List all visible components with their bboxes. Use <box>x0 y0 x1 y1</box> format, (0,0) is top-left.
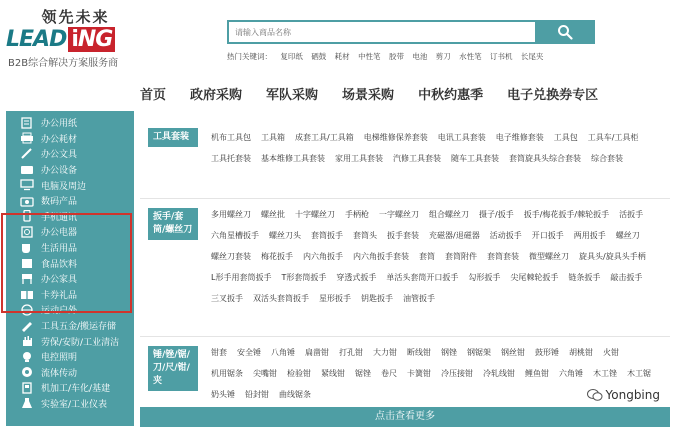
category-label[interactable]: 工具套装 <box>148 128 198 147</box>
watermark <box>584 387 663 403</box>
watermark-text: Yongbing <box>605 388 660 402</box>
nav-mid-autumn[interactable]: 中秋约惠季 <box>418 88 484 103</box>
hot-keyword[interactable]: 复印纸 <box>280 52 303 61</box>
category-link[interactable]: 胡桃钳 <box>569 348 593 357</box>
category-link[interactable]: 鼓形锤 <box>535 348 559 357</box>
category-link[interactable]: 手柄枪 <box>345 210 369 219</box>
category-link[interactable]: 多用螺丝刀 <box>211 210 251 219</box>
category-link[interactable]: 双活头套筒扳手 <box>253 294 309 303</box>
logo-en-left: LEAD <box>6 26 67 52</box>
hot-keyword[interactable]: 电池 <box>412 52 428 61</box>
category-link[interactable]: 螺丝批 <box>261 210 285 219</box>
category-link[interactable]: 奶头锤 <box>211 390 235 399</box>
category-link[interactable]: 充磁器/退磁器 <box>429 231 480 240</box>
sidebar-item[interactable] <box>6 193 134 209</box>
hot-keyword[interactable]: 中性笔 <box>358 52 381 61</box>
sidebar-item[interactable] <box>6 302 134 318</box>
category-link[interactable]: 螺丝刀套装 <box>211 252 251 261</box>
category-link[interactable]: 勾形扳手 <box>468 273 501 282</box>
category-link[interactable]: 随车工具套装 <box>451 154 499 163</box>
sidebar-item[interactable] <box>6 131 134 147</box>
sidebar-item[interactable] <box>6 333 134 349</box>
category-link[interactable]: 微型螺丝刀 <box>529 252 569 261</box>
category-link[interactable]: 安全锤 <box>237 348 261 357</box>
printer-icon <box>20 133 34 144</box>
category-link[interactable]: 星形扳手 <box>319 294 351 303</box>
category-row <box>140 199 670 337</box>
category-link[interactable]: 内六角扳手套装 <box>353 252 409 261</box>
category-link[interactable]: 穿透式扳手 <box>336 273 377 282</box>
main-nav <box>140 84 622 104</box>
category-link[interactable]: 工具箱 <box>261 133 285 142</box>
tool-icon <box>20 320 34 331</box>
category-link[interactable]: 卷尺 <box>381 369 397 378</box>
phone-icon <box>20 211 34 222</box>
sidebar-item-label: 办公用纸 <box>41 119 78 130</box>
logo-en <box>6 28 131 50</box>
sidebar-item[interactable] <box>6 287 134 303</box>
hot-keyword[interactable]: 水性笔 <box>459 52 482 61</box>
category-link[interactable]: 螺丝刀头 <box>269 231 301 240</box>
sidebar-item-label: 办公家具 <box>41 275 78 286</box>
lab-icon <box>20 398 34 409</box>
search-bar <box>227 20 595 44</box>
category-link[interactable]: 火钳 <box>603 348 619 357</box>
cup-icon <box>20 242 34 253</box>
category-link[interactable]: 紧线钳 <box>321 369 345 378</box>
category-link[interactable]: 工具车/工具柜 <box>587 133 639 142</box>
category-link[interactable]: L形手用套筒扳手 <box>211 273 272 282</box>
category-link[interactable]: 铅封钳 <box>245 390 269 399</box>
sidebar-item-label: 手机通讯 <box>41 212 78 223</box>
sidebar-item[interactable] <box>6 209 134 225</box>
hot-keyword[interactable]: 胶带 <box>388 52 404 61</box>
hot-keyword[interactable]: 剪刀 <box>435 52 451 61</box>
sidebar-item-label: 办公耗材 <box>41 134 78 145</box>
fluid-icon <box>20 367 34 378</box>
sidebar-item-label: 办公电器 <box>41 228 78 239</box>
category-link[interactable]: 电讯工具套装 <box>437 133 486 142</box>
category-link[interactable]: 扳手/梅花扳手/棘轮扳手 <box>523 210 610 219</box>
sidebar-item[interactable] <box>6 224 134 240</box>
category-label[interactable]: 锤/锉/锯/刀/尺/钳/夹 <box>148 346 198 391</box>
category-label[interactable]: 扳手/套筒/螺丝刀 <box>148 208 198 240</box>
sidebar-item[interactable] <box>6 177 134 193</box>
logo-subtitle: B2B综合解决方案服务商 <box>8 58 119 69</box>
sidebar-item-label: 机加工/车化/基建 <box>41 384 111 395</box>
sidebar-item[interactable] <box>6 396 134 412</box>
sidebar-item-label: 劳保/安防/工业清洁 <box>41 337 120 348</box>
category-link[interactable]: 机用锯条 <box>211 369 243 378</box>
hot-keywords-label: 热门关键词： <box>227 52 272 61</box>
category-link[interactable]: 旋具头/旋具头手柄 <box>579 252 646 261</box>
category-panel <box>140 111 670 427</box>
food-icon <box>20 258 34 269</box>
category-link[interactable]: 单活头套筒开口扳手 <box>386 273 459 282</box>
category-link[interactable]: 扁凿钳 <box>305 348 329 357</box>
category-link[interactable]: 套筒 <box>419 252 435 261</box>
sidebar-item-label: 食品饮料 <box>41 259 78 270</box>
category-link[interactable]: 鲤鱼钳 <box>525 369 549 378</box>
camera-icon <box>20 195 34 206</box>
sport-icon <box>20 304 34 315</box>
sidebar-item-label: 运动户外 <box>41 306 78 317</box>
sidebar-item[interactable] <box>6 349 134 365</box>
category-link[interactable]: 检验钳 <box>287 369 311 378</box>
sidebar-item-label: 流体传动 <box>41 368 78 379</box>
sidebar-item[interactable] <box>6 365 134 381</box>
sidebar-item-label: 办公设备 <box>41 166 78 177</box>
category-link[interactable]: 曲线锯条 <box>279 390 311 399</box>
category-link[interactable]: 工具托套装 <box>211 154 251 163</box>
search-button[interactable] <box>535 20 595 44</box>
category-link[interactable]: 扳手套装 <box>387 231 419 240</box>
wechat-icon <box>587 389 603 401</box>
sidebar-item[interactable] <box>6 380 134 396</box>
category-link[interactable]: 十字螺丝刀 <box>295 210 335 219</box>
category-link[interactable]: 套筒扳手 <box>311 231 343 240</box>
category-link[interactable]: 油管扳手 <box>403 294 435 303</box>
category-link[interactable]: 成套工具/工具箱 <box>295 133 354 142</box>
hot-keyword[interactable]: 耗材 <box>334 52 350 61</box>
category-link[interactable]: 尖尾棘轮扳手 <box>510 273 559 282</box>
sidebar-item[interactable] <box>6 115 134 131</box>
sidebar-item-label: 电控照明 <box>41 353 78 364</box>
category-link[interactable]: 尖嘴钳 <box>253 369 277 378</box>
light-icon <box>20 351 34 362</box>
category-link[interactable]: 三叉扳手 <box>211 294 243 303</box>
hot-keyword[interactable]: 硒鼓 <box>311 52 327 61</box>
sidebar-item[interactable] <box>6 162 134 178</box>
category-link[interactable]: 锯锉 <box>355 369 371 378</box>
category-link[interactable]: 活动扳手 <box>489 231 522 240</box>
category-link[interactable]: 综合套装 <box>591 154 623 163</box>
pen-icon <box>20 148 34 159</box>
nav-scene[interactable]: 场景采购 <box>342 88 395 103</box>
category-link[interactable]: 梅花扳手 <box>261 252 293 261</box>
category-link[interactable]: 木工锉 <box>593 369 617 378</box>
sidebar-item[interactable] <box>6 255 134 271</box>
category-link[interactable]: 卡簧钳 <box>407 369 431 378</box>
hot-keyword[interactable]: 订书机 <box>490 52 513 61</box>
category-link[interactable]: 汽修工具套装 <box>393 154 441 163</box>
category-link[interactable]: 冷压接钳 <box>441 369 473 378</box>
furniture-icon <box>20 273 34 284</box>
category-link[interactable]: 电子维修套装 <box>495 133 544 142</box>
category-link[interactable]: 套筒附件 <box>445 252 477 261</box>
device-icon <box>20 164 34 175</box>
category-link[interactable]: 机布工具包 <box>211 133 251 142</box>
category-link[interactable]: 钥匙扳手 <box>361 294 393 303</box>
category-link[interactable]: 六角锤 <box>559 369 583 378</box>
sidebar-item-label: 工具五金/搬运存储 <box>41 322 117 333</box>
sidebar-item[interactable] <box>6 318 134 334</box>
sidebar-item-label: 电脑及周边 <box>41 181 87 192</box>
search-icon <box>557 24 573 40</box>
category-link[interactable]: 内六角扳手 <box>303 252 343 261</box>
category-link[interactable]: 活扳手 <box>619 210 644 219</box>
hand-icon <box>20 336 34 347</box>
nav-government[interactable]: 政府采购 <box>190 88 243 103</box>
category-link[interactable]: 两用扳手 <box>573 231 606 240</box>
sidebar-item-label: 数码产品 <box>41 197 78 208</box>
category-items <box>211 127 666 169</box>
sidebar-item-label: 办公文具 <box>41 150 78 161</box>
category-link[interactable]: 链条扳手 <box>568 273 601 282</box>
hot-keywords <box>227 51 549 62</box>
category-link[interactable]: 组合螺丝刀 <box>429 210 469 219</box>
category-link[interactable]: 大力钳 <box>373 348 397 357</box>
sidebar-item[interactable] <box>6 271 134 287</box>
nav-military[interactable]: 军队采购 <box>266 88 319 103</box>
category-link[interactable]: 一字螺丝刀 <box>379 210 419 219</box>
category-link[interactable]: 钢锉 <box>441 348 457 357</box>
category-link[interactable]: 木工锯 <box>627 369 651 378</box>
category-link[interactable]: 钳套 <box>211 348 227 357</box>
category-link[interactable]: 家用工具套装 <box>335 154 383 163</box>
category-link[interactable]: 六角星槽扳手 <box>211 231 259 240</box>
view-more-button[interactable]: 点击查看更多 <box>140 407 670 427</box>
logo-cn-text: 领先未来 <box>41 8 110 26</box>
sidebar-item[interactable] <box>6 146 134 162</box>
machine-icon <box>20 382 34 393</box>
category-link[interactable]: 钢锯架 <box>467 348 491 357</box>
category-row <box>140 111 670 199</box>
category-link[interactable]: 套筒套装 <box>487 252 519 261</box>
category-link[interactable]: 冷轧线钳 <box>483 369 515 378</box>
search-input[interactable] <box>227 20 535 44</box>
appliance-icon <box>20 226 34 237</box>
gift-icon <box>20 289 34 300</box>
sidebar-item-label: 生活用品 <box>41 244 78 255</box>
category-link[interactable]: 螺丝刀 <box>615 231 640 240</box>
sidebar-item-label: 卡券礼品 <box>41 290 78 301</box>
category-link[interactable]: 开口扳手 <box>531 231 564 240</box>
category-link[interactable]: 摄子/扳手 <box>479 210 514 219</box>
sidebar-item[interactable] <box>6 240 134 256</box>
category-link[interactable]: 套筒旋具头综合套装 <box>509 154 581 163</box>
category-link[interactable]: 打孔钳 <box>339 348 363 357</box>
hot-keyword[interactable]: 长尾夹 <box>520 52 544 61</box>
nav-home[interactable]: 首页 <box>140 88 167 103</box>
sidebar-item-label: 实验室/工业仪表 <box>41 399 108 410</box>
nav-e-voucher[interactable]: 电子兑换券专区 <box>507 88 599 103</box>
category-link[interactable]: T形套筒扳手 <box>281 273 327 282</box>
category-link[interactable]: 套筒头 <box>353 231 377 240</box>
category-link[interactable]: 八角锤 <box>271 348 295 357</box>
category-link[interactable]: 敲击扳手 <box>610 273 643 282</box>
logo[interactable] <box>6 6 131 69</box>
category-link[interactable]: 基本维修工具套装 <box>261 154 325 163</box>
category-link[interactable]: 电梯维修保养套装 <box>363 133 428 142</box>
category-sidebar <box>6 111 134 426</box>
computer-icon <box>20 180 34 191</box>
category-link[interactable]: 钢丝钳 <box>501 348 525 357</box>
paper-icon <box>20 117 34 128</box>
category-items <box>211 204 666 309</box>
logo-en-right: iNG <box>68 27 115 52</box>
category-link[interactable]: 断线钳 <box>407 348 431 357</box>
category-link[interactable]: 工具包 <box>553 133 578 142</box>
